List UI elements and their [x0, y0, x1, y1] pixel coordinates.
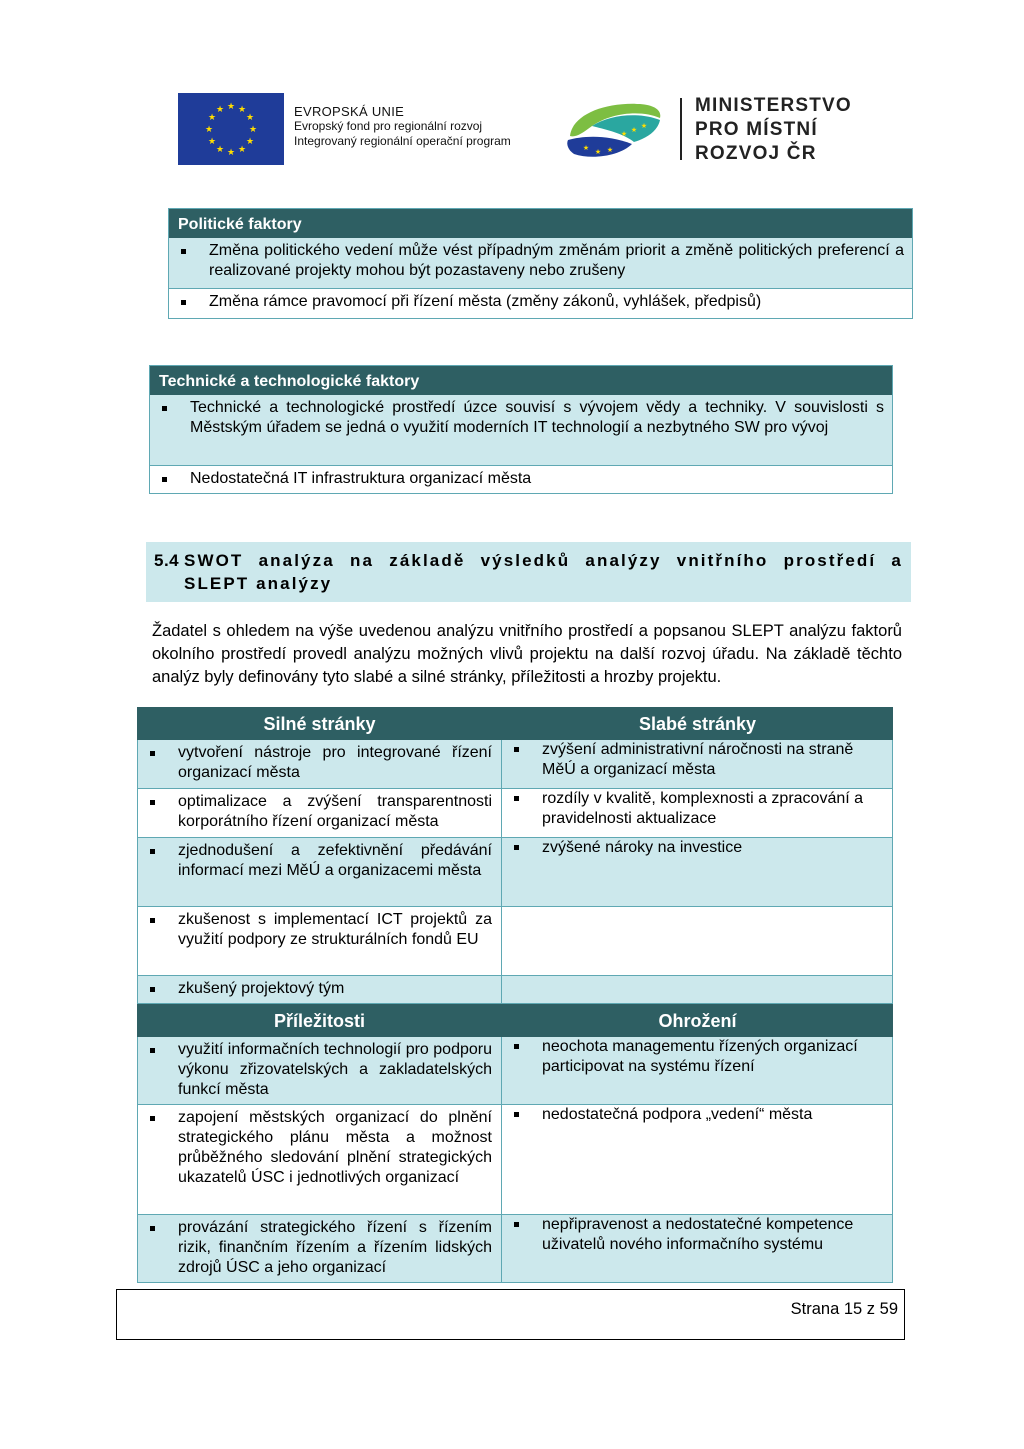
- threats-heading: Ohrožení: [658, 1010, 737, 1031]
- svg-text:★: ★: [245, 113, 255, 123]
- swot-header-opportunities-threats: [137, 1004, 893, 1037]
- bullet-icon: [514, 747, 519, 752]
- weakness-cell: [502, 740, 893, 788]
- page-footer: [116, 1289, 905, 1340]
- svg-text:★: ★: [630, 126, 638, 134]
- intro-paragraph: Žadatel s ohledem na výše uvedenou analýzu vnitřního prostředí a popsanou SLEPT analýzu faktorů okolního prostředí provedl analýzu možných vlivů projektu na další rozvoj úřadu. Na základě těchto analýz byly definovány tyto slabé a silné stránky, příležitosti a hrozby projektu.: [152, 622, 902, 686]
- bullet-icon: [150, 987, 155, 992]
- strength-cell: [137, 838, 502, 906]
- page-number: Strana 15 z 59: [790, 1300, 898, 1318]
- swot-row: [137, 740, 893, 789]
- opportunity-text: využití informačních technologií pro podporu výkonu zřizovatelských a zakladatelských funkcí města: [178, 1041, 492, 1098]
- ministry-line-2: PRO MÍSTNÍ: [695, 119, 818, 140]
- svg-text:★: ★: [594, 148, 602, 156]
- weakness-cell: [502, 976, 893, 1003]
- strength-cell: [137, 976, 502, 1003]
- political-factor-text: Změna rámce pravomocí při řízení města (změny zákonů, vyhlášek, předpisů): [209, 293, 762, 310]
- threat-cell: [502, 1105, 893, 1214]
- swot-row: [137, 976, 893, 1004]
- eu-program-text: [294, 104, 511, 149]
- bullet-icon: [514, 845, 519, 850]
- strength-cell: [137, 907, 502, 975]
- technical-factor-text: Nedostatečná IT infrastruktura organizací města: [190, 470, 532, 487]
- bullet-icon: [514, 1112, 519, 1117]
- strength-cell: [137, 740, 502, 788]
- section-heading: [146, 542, 911, 602]
- svg-text:★: ★: [226, 148, 236, 158]
- bullet-icon: [150, 800, 155, 805]
- section-title: SWOT analýza na základě výsledků analýzy vnitřního prostředí a SLEPT analýzy: [184, 551, 903, 593]
- weakness-cell: [502, 838, 893, 906]
- technical-factor-row: [150, 395, 892, 465]
- bullet-icon: [181, 249, 186, 254]
- svg-text:★: ★: [226, 102, 236, 112]
- bullet-icon: [514, 1222, 519, 1227]
- ministry-line-3: ROZVOJ ČR: [695, 143, 817, 164]
- svg-text:★: ★: [640, 122, 648, 130]
- svg-text:★: ★: [620, 130, 628, 138]
- technical-factors-title: Technické a technologické faktory: [150, 366, 892, 395]
- eu-title: EVROPSKÁ UNIE: [294, 104, 405, 119]
- ministry-name: [695, 94, 852, 166]
- bullet-icon: [150, 751, 155, 756]
- section-number: 5.4: [154, 551, 180, 570]
- bullet-icon: [162, 406, 167, 411]
- svg-text:★: ★: [207, 113, 217, 123]
- bullet-icon: [150, 1226, 155, 1231]
- strength-text: zkušený projektový tým: [178, 980, 345, 997]
- eu-flag-logo: [178, 93, 284, 165]
- bullet-icon: [514, 796, 519, 801]
- swot-row: [137, 789, 893, 838]
- swot-row: [137, 907, 893, 976]
- threat-text: neochota managementu řízených organizací participovat na systému řízení: [542, 1038, 858, 1075]
- swot-row: [137, 1215, 893, 1283]
- opportunity-text: provázání strategického řízení s řízením rizik, finančním řízením a řízením lidských zdrojů ÚSC a jeho organizací: [178, 1219, 492, 1276]
- bullet-icon: [150, 1048, 155, 1053]
- weakness-text: rozdíly v kvalitě, komplexnosti a zpracování a pravidelnosti aktualizace: [542, 790, 864, 827]
- political-factor-text: Změna politického vedení může vést případným změnám priorit a změně politických preferencí a realizované projekty mohou být pozastaveny nebo zrušeny: [209, 242, 904, 279]
- technical-factor-text: Technické a technologické prostředí úzce souvisí s vývojem vědy a techniky. V souvislosti s Městským úřadem se jedná o využití moderních IT technologií a nezbytného SW pro vývoj: [190, 399, 884, 436]
- weakness-cell: [502, 907, 893, 975]
- swot-row: [137, 1037, 893, 1105]
- bullet-icon: [181, 300, 186, 305]
- political-factors-table: [168, 208, 913, 319]
- logo-divider: [680, 98, 682, 160]
- political-factor-row: [169, 238, 912, 288]
- weakness-text: zvýšení administrativní náročnosti na straně MěÚ a organizací města: [542, 741, 854, 778]
- strength-text: zkušenost s implementací ICT projektů za využití podpory ze strukturálních fondů EU: [178, 911, 492, 948]
- weakness-cell: [502, 789, 893, 837]
- strength-text: optimalizace a zvýšení transparentnosti korporátního řízení organizací města: [178, 793, 492, 830]
- svg-text:★: ★: [606, 146, 614, 154]
- svg-text:★: ★: [215, 145, 225, 155]
- opportunity-text: zapojení městských organizací do plnění strategického plánu města a možnost průběžného sledování plnění strategických ukazatelů ÚSC i jednotlivých organizací: [178, 1109, 492, 1186]
- opportunity-cell: [137, 1215, 502, 1282]
- bullet-icon: [162, 477, 167, 482]
- opportunities-heading: Příležitosti: [273, 1010, 366, 1031]
- eu-fund: Evropský fond pro regionální rozvoj: [294, 119, 483, 133]
- bullet-icon: [150, 849, 155, 854]
- opportunity-cell: [137, 1105, 502, 1214]
- technical-factors-table: [149, 365, 893, 494]
- weakness-text: zvýšené nároky na investice: [542, 839, 743, 856]
- svg-text:★: ★: [237, 105, 247, 115]
- ministry-line-1: MINISTERSTVO: [695, 95, 852, 116]
- svg-text:★: ★: [237, 145, 247, 155]
- technical-factor-row: [150, 465, 892, 493]
- bullet-icon: [150, 918, 155, 923]
- swot-row: [137, 1105, 893, 1215]
- opportunity-cell: [137, 1037, 502, 1104]
- eu-program: Integrovaný regionální operační program: [294, 134, 511, 148]
- threat-cell: [502, 1215, 893, 1282]
- svg-text:★: ★: [248, 125, 258, 135]
- threat-text: nepřipravenost a nedostatečné kompetence uživatelů nového informačního systému: [542, 1216, 854, 1253]
- svg-text:★: ★: [204, 125, 214, 135]
- political-factors-title: Politické faktory: [169, 209, 912, 238]
- swot-header-strengths-weaknesses: [137, 707, 893, 740]
- svg-text:★: ★: [215, 105, 225, 115]
- weaknesses-heading: Slabé stránky: [638, 713, 757, 734]
- svg-text:★: ★: [207, 137, 217, 147]
- political-factor-row: [169, 288, 912, 318]
- strengths-heading: Silné stránky: [263, 713, 376, 734]
- swot-row: [137, 838, 893, 907]
- bullet-icon: [150, 1116, 155, 1121]
- threat-cell: [502, 1037, 893, 1104]
- strength-text: vytvoření nástroje pro integrované řízení organizací města: [178, 744, 492, 781]
- svg-text:★: ★: [582, 144, 590, 152]
- strength-text: zjednodušení a zefektivnění předávání informací mezi MěÚ a organizacemi města: [178, 842, 492, 879]
- swot-table: [137, 707, 893, 1283]
- threat-text: nedostatečná podpora „vedení“ města: [542, 1106, 813, 1123]
- svg-text:★: ★: [245, 137, 255, 147]
- strength-cell: [137, 789, 502, 837]
- bullet-icon: [514, 1044, 519, 1049]
- mmr-emblem-logo: [562, 96, 670, 162]
